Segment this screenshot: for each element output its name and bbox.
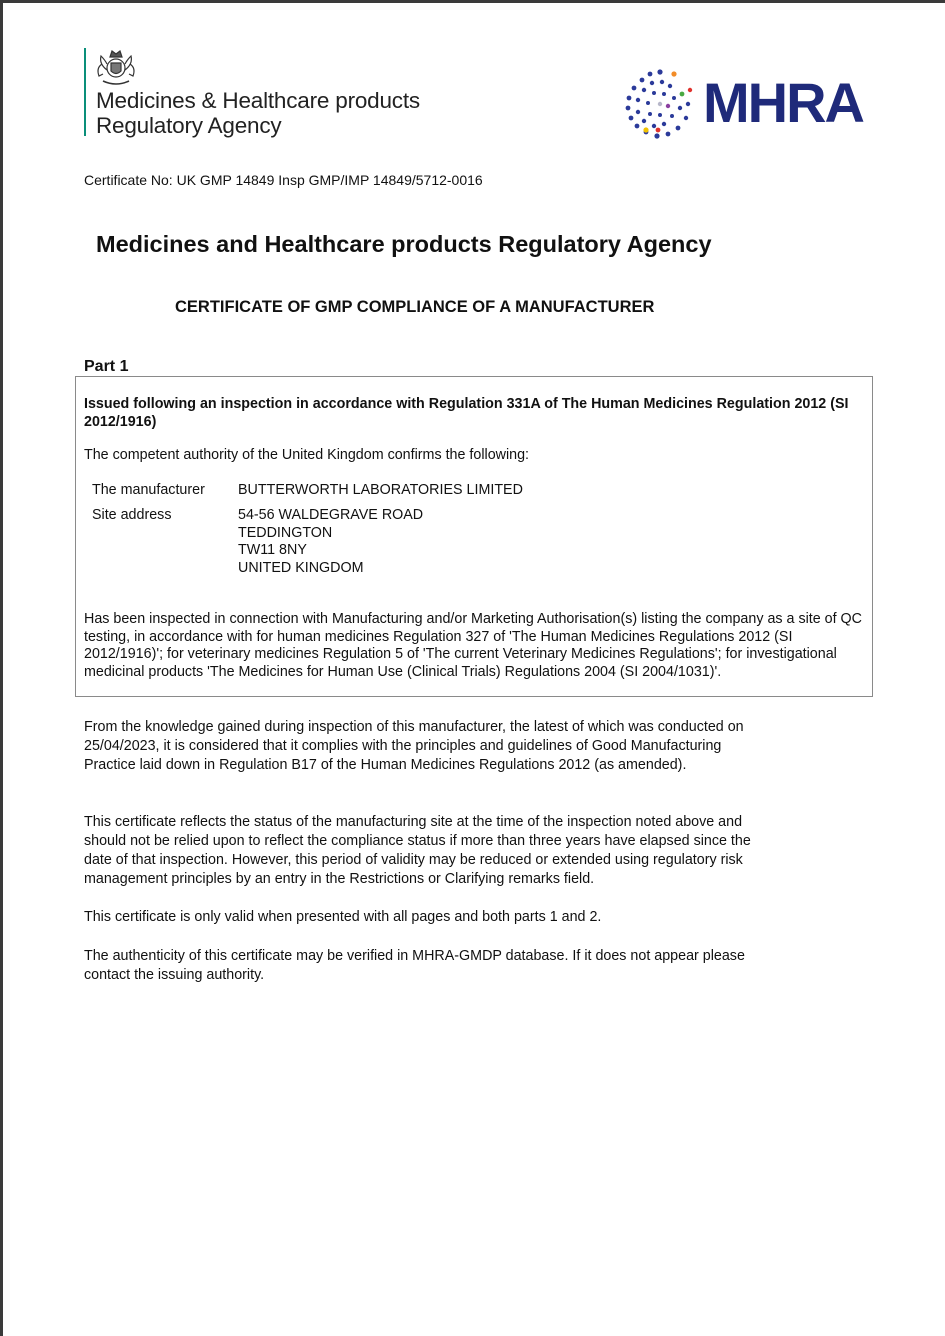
site-address-line: TW11 8NY xyxy=(238,542,307,558)
agency-name xyxy=(96,88,420,138)
mhra-dots-logo-icon xyxy=(622,68,698,140)
agency-accent-bar xyxy=(84,48,86,136)
site-address-line: TEDDINGTON xyxy=(238,524,333,541)
pages-validity-paragraph: This certificate is only valid when presented with all pages and both parts 1 and 2. xyxy=(84,909,602,925)
page-title: Medicines and Healthcare products Regulatory Agency xyxy=(96,231,712,257)
manufacturer-value: BUTTERWORTH LABORATORIES LIMITED xyxy=(238,482,523,498)
inspection-scope-statement: Has been inspected in connection with Manufacturing and/or Marketing Authorisation(s) listing the company as a site of QC testing, in accordance with for human medicines Regulation 327 of 'The Human Medicines Regulations 2012 (SI 2012/1916)'; for veterinary medicines Regulation 5 of 'The current Veterinary Medicines Regulations'; for investigational medicinal products 'The Medicines for Human Use (Clinical Trials) Regulations 2004 (SI 2004/1031)'. xyxy=(84,611,863,680)
certificate-number: Certificate No: UK GMP 14849 Insp GMP/IMP 14849/5712-0016 xyxy=(84,172,483,188)
site-address-line: UNITED KINGDOM xyxy=(238,559,364,576)
agency-name-line2: Regulatory Agency xyxy=(96,113,282,138)
mhra-logo-text: MHRA xyxy=(703,71,863,134)
authenticity-paragraph: The authenticity of this certificate may be verified in MHRA-GMDP database. If it does not appear please contact the issuing authority. xyxy=(84,948,745,983)
part-1-label: Part 1 xyxy=(84,358,129,375)
site-address-value xyxy=(238,507,423,577)
validity-paragraph: This certificate reflects the status of the manufacturing site at the time of the inspection noted above and should not be relied upon to reflect the compliance status if more than three years have elapsed since the date of that inspection. However, this period of validity may be reduced or extended using regulatory risk management principles by an entry in the Restrictions or Clarifying remarks field. xyxy=(84,814,751,887)
site-address-line: 54-56 WALDEGRAVE ROAD xyxy=(238,507,424,523)
royal-crest-icon xyxy=(93,48,139,88)
issued-statement: Issued following an inspection in accordance with Regulation 331A of The Human Medicines Regulation 2012 (SI 2012/1916) xyxy=(84,396,849,430)
compliance-paragraph: From the knowledge gained during inspection of this manufacturer, the latest of which was conducted on 25/04/2023, it is considered that it complies with the principles and guidelines of Good Manufacturing Practice laid down in Regulation B17 of the Human Medicines Regulations 2012 (as amended). xyxy=(84,719,744,773)
certificate-subtitle: CERTIFICATE OF GMP COMPLIANCE OF A MANUFACTURER xyxy=(175,298,655,316)
site-address-label: Site address xyxy=(92,507,172,523)
manufacturer-label: The manufacturer xyxy=(92,482,205,498)
agency-name-line1: Medicines & Healthcare products xyxy=(96,88,420,113)
confirms-statement: The competent authority of the United Kingdom confirms the following: xyxy=(84,447,530,463)
